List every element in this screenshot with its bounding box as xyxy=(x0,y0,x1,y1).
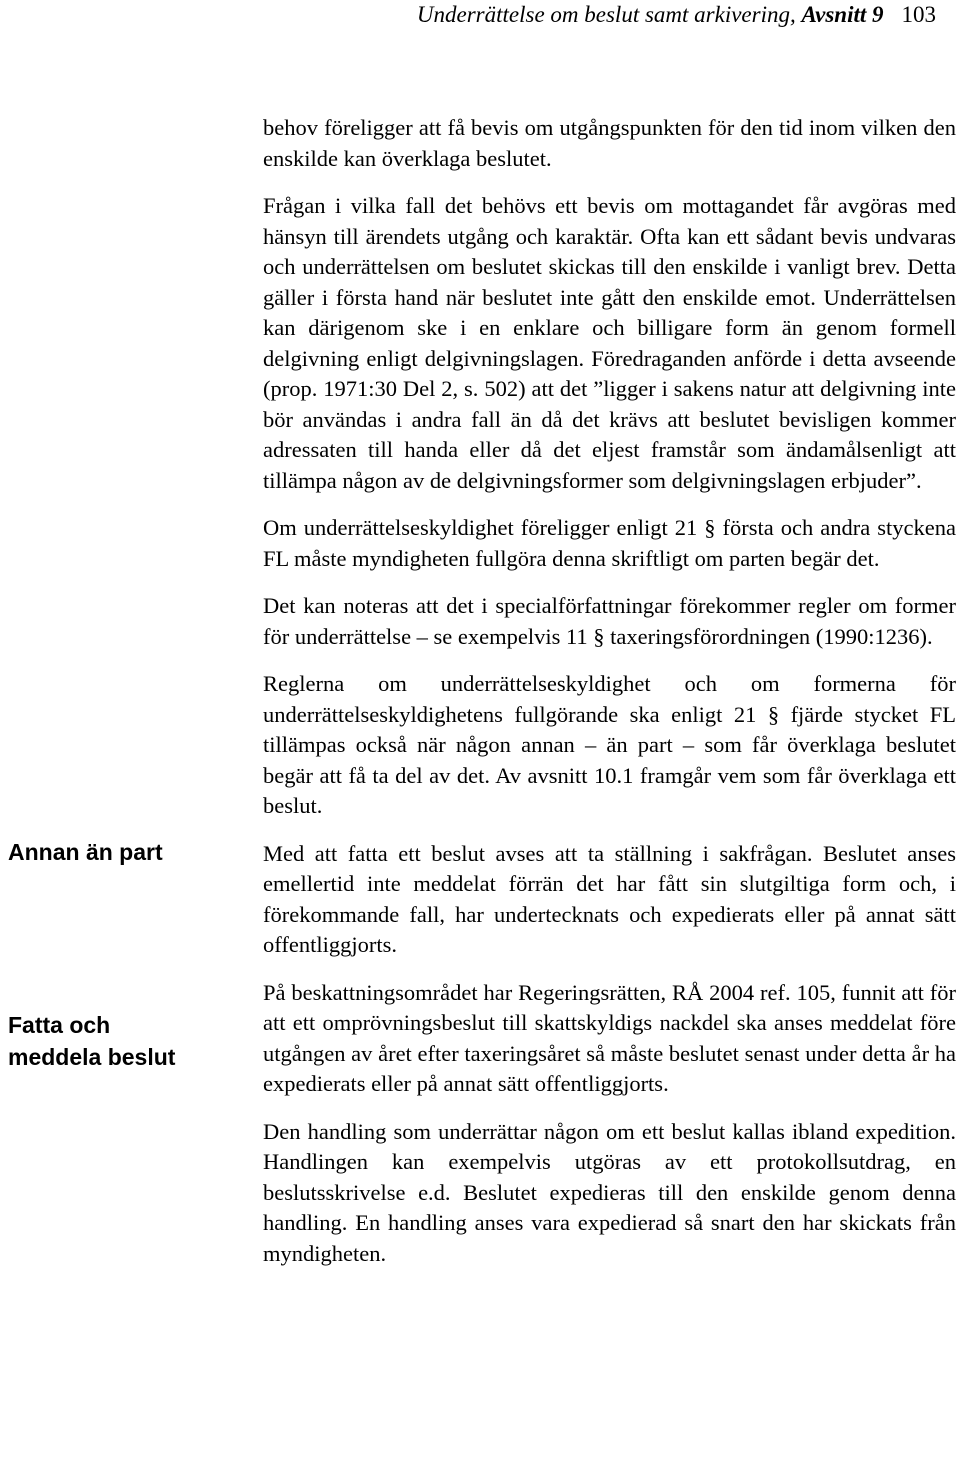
paragraph-skriftlig-underrattelse: Om underrättelseskyldighet föreligger enligt 21 § första och andra styckena FL måste myndigheten fullgöra denna skriftligt om parten begär det. xyxy=(263,515,956,571)
paragraph-specialforfattningar: Det kan noteras att det i specialförfattningar förekommer regler om former för underrättelse – se exempelvis 11 § taxeringsförordningen (1990:1236). xyxy=(263,593,956,649)
header-title: Underrättelse om beslut samt arkivering, xyxy=(416,2,802,27)
paragraph-beskattningsomradet: På beskattningsområdet har Regeringsrätten, RÅ 2004 ref. 105, funnit att för att ett omprövningsbeslut till skattskyldigs nackdel ska anses meddelat före utgången av året efter taxeringsåret så måste beslutet senast under detta år ha expedierats eller på annat sätt offentliggjorts. xyxy=(263,979,956,1096)
paragraph-expedition: Den handling som underrättar någon om ett beslut kallas ibland expedition. Handlingen kan exempelvis utgöras av ett protokollsutdrag, en beslutsskrivelse e.d. Beslutet expedieras till den enskilde genom denna handling. En handling anses vara expedierad så snart den har skickats från myndigheten. xyxy=(263,1118,956,1266)
paragraph-annan-an-part: Reglerna om underrättelseskyldighet och om formerna för underrättelseskyldighetens fullgörande ska enligt 21 § fjärde stycket FL tillämpas också när någon annan – än part – som får överklaga beslutet begär att få ta del av det. Av avsnitt 10.1 framgår vem som får överklaga ett beslut. xyxy=(263,671,956,818)
margin-note-fatta-och-meddela-beslut: Fatta och meddela beslut xyxy=(8,1012,176,1070)
paragraph-continued: behov föreligger att få bevis om utgångspunkten för den tid inom vilken den enskilde kan överklaga beslutet. xyxy=(263,115,956,171)
header-section: Avsnitt 9 xyxy=(801,2,884,27)
paragraph-fatta-beslut: Med att fatta ett beslut avses att ta ställning i sakfrågan. Beslutet anses emellertid inte meddelat förrän det har fått sin slutgiltiga form och, i förekommande fall, har undertecknats och expedierats eller på annat sätt offentliggjorts. xyxy=(263,840,956,957)
body-text xyxy=(263,113,956,1269)
paragraph-bevis-om-mottagandet: Frågan i vilka fall det behövs ett bevis om mottagandet får avgöras med hänsyn till ärendets utgång och karaktär. Ofta kan ett sådant bevis undvaras och underrättelsen om beslutet skickas till den enskilde i vanligt brev. Detta gäller i första hand när beslutet inte gått den enskilde emot. Underrättelsen kan därigenom ske i en enklare och billigare form än genom formell delgivning enligt delgivningslagen. Föredraganden anförde i detta avseende (prop. 1971:30 Del 2, s. 502) att det ”ligger i sakens natur att delgivning inte bör användas i andra fall än då det krävs att beslutet bevisligen kommer adressaten till handa eller då det eljest framstår som ändamålsenligt att tillämpa någon av de delgivningsformer som delgivningslagen erbjuder”. xyxy=(263,193,956,493)
running-header xyxy=(300,0,936,30)
margin-note-annan-an-part: Annan än part xyxy=(8,839,163,865)
page-number: 103 xyxy=(901,2,936,27)
